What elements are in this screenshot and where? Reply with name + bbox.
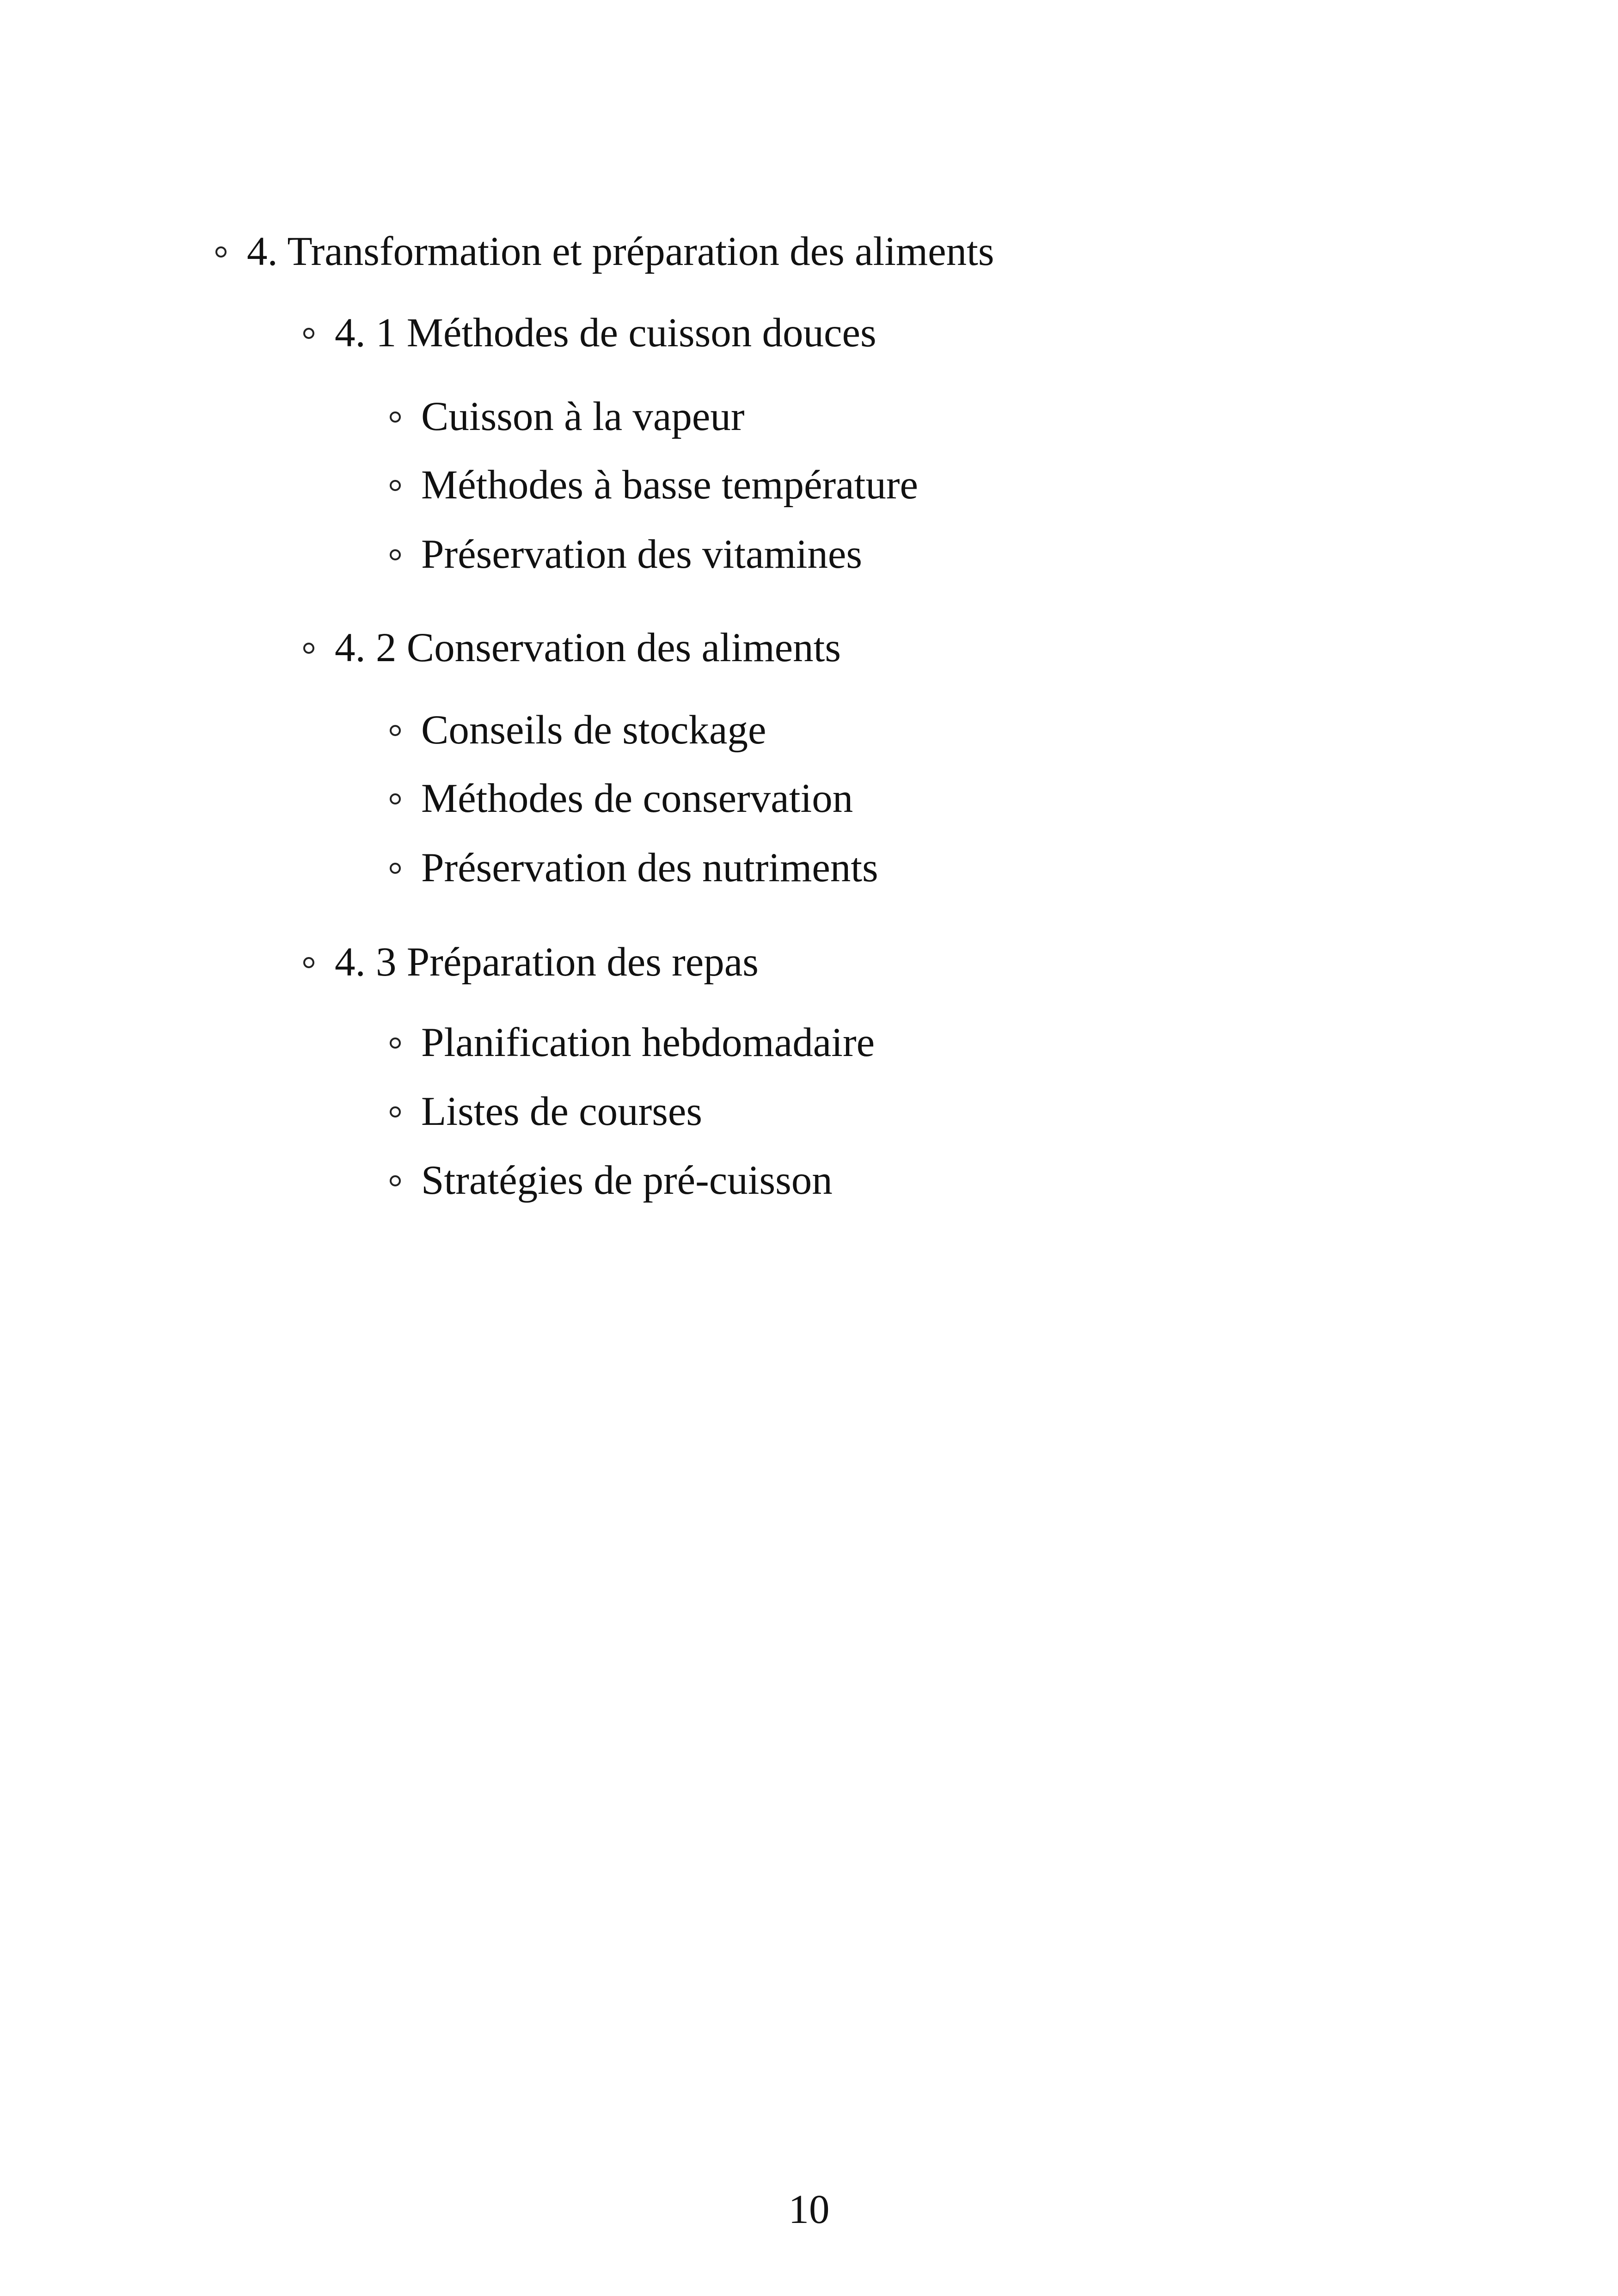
outline-list-item	[390, 778, 853, 819]
list-item-label: Stratégies de pré-cuisson	[421, 1158, 833, 1203]
list-item-label: Cuisson à la vapeur	[421, 394, 745, 439]
outline-section-item	[215, 231, 994, 272]
list-item-label: Planification hebdomadaire	[421, 1020, 875, 1065]
hollow-circle-bullet-icon	[390, 1037, 401, 1049]
outline-list-item	[390, 1091, 702, 1132]
hollow-circle-bullet-icon	[303, 643, 314, 654]
outline-subsection-item	[303, 627, 841, 669]
list-item-label: Listes de courses	[421, 1089, 703, 1134]
hollow-circle-bullet-icon	[390, 1175, 401, 1186]
page-number: 10	[788, 2187, 830, 2232]
hollow-circle-bullet-icon	[303, 957, 314, 968]
hollow-circle-bullet-icon	[390, 863, 401, 874]
outline-list-item	[390, 1022, 875, 1063]
subsection-label: 4. 2 Conservation des aliments	[335, 625, 841, 670]
outline-list-item	[390, 534, 862, 575]
hollow-circle-bullet-icon	[390, 480, 401, 491]
outline-subsection-item	[303, 939, 759, 985]
hollow-circle-bullet-icon	[303, 328, 314, 339]
outline-subsection-item	[303, 310, 876, 356]
list-item-label: Conseils de stockage	[421, 707, 766, 753]
list-item-label: Préservation des nutriments	[421, 845, 878, 890]
outline-list-item	[390, 462, 918, 508]
outline-list-item	[390, 1160, 833, 1201]
hollow-circle-bullet-icon	[390, 549, 401, 560]
list-item-label: Méthodes à basse température	[421, 462, 918, 508]
outline-list-item	[390, 707, 766, 753]
subsection-label: 4. 3 Préparation des repas	[335, 939, 759, 985]
section-label: 4. Transformation et préparation des aliments	[247, 229, 994, 274]
hollow-circle-bullet-icon	[215, 246, 227, 258]
hollow-circle-bullet-icon	[390, 1106, 401, 1117]
hollow-circle-bullet-icon	[390, 725, 401, 736]
hollow-circle-bullet-icon	[390, 793, 401, 804]
list-item-label: Préservation des vitamines	[421, 532, 863, 577]
hollow-circle-bullet-icon	[390, 411, 401, 423]
subsection-label: 4. 1 Méthodes de cuisson douces	[335, 310, 876, 356]
outline-list-item	[390, 396, 744, 437]
list-item-label: Méthodes de conservation	[421, 776, 853, 821]
outline-list-item	[390, 847, 878, 889]
